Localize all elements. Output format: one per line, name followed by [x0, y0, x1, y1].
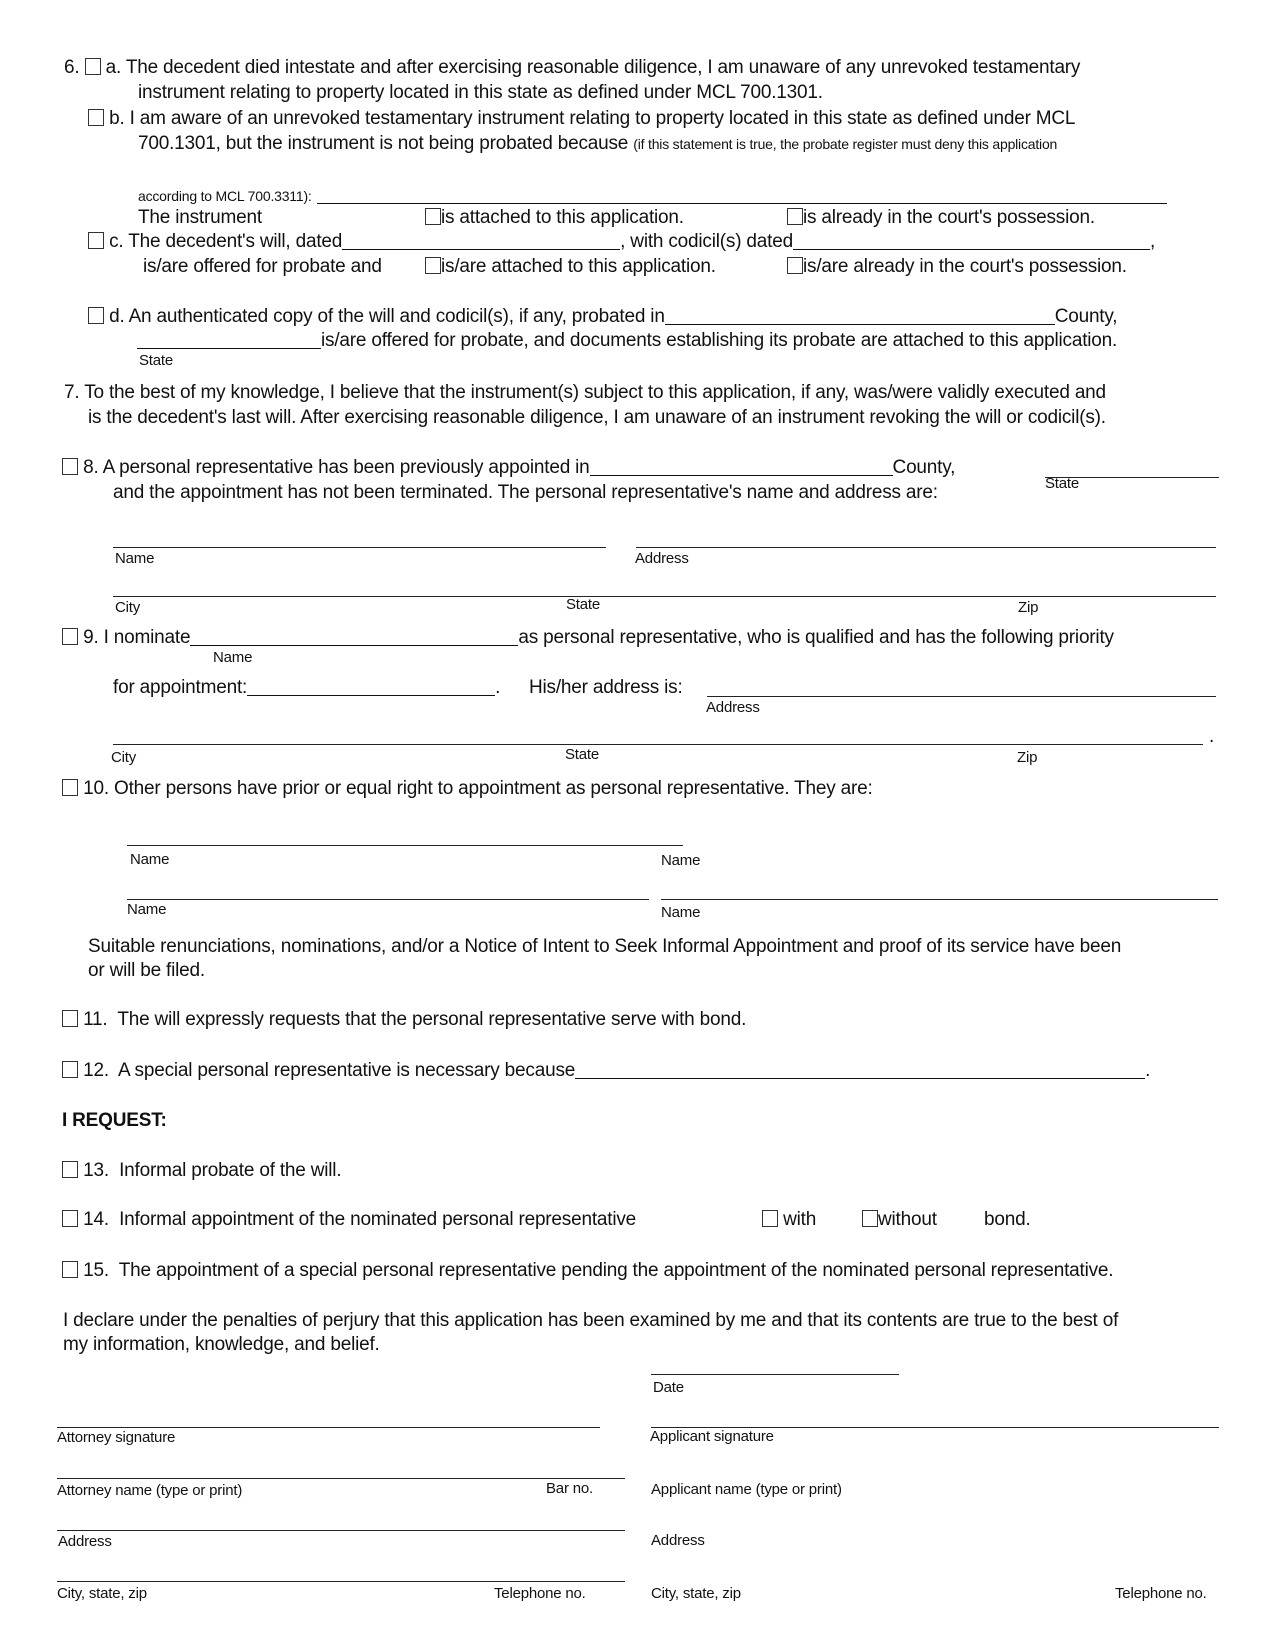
instrument-attached: [425, 207, 684, 229]
item-6c-offered: is/are offered for probate and: [143, 256, 382, 277]
probated-state-field[interactable]: [137, 330, 321, 349]
text: The will expressly requests that the personal representative serve with bond.: [117, 1009, 747, 1030]
checkbox-6b[interactable]: [88, 109, 104, 126]
text: I am aware of an unrevoked testamentary instrument relating to property located in this state as defined under MCL: [129, 108, 1076, 129]
city-label: City: [111, 749, 137, 766]
item-6b-line2: [138, 133, 1057, 155]
attorney-name-label: Attorney name (type or print): [57, 1482, 243, 1499]
applicant-signature-label: Applicant signature: [650, 1428, 774, 1445]
date-label: Date: [653, 1379, 684, 1396]
checkbox-6c[interactable]: [88, 232, 104, 249]
text: Other persons have prior or equal right to appointment as personal representative. They are:: [114, 778, 873, 799]
zip-label: Zip: [1017, 749, 1038, 766]
attorney-signature-label: Attorney signature: [57, 1429, 176, 1446]
text: , with codicil(s) dated: [620, 231, 793, 252]
attorney-city-state-zip-field[interactable]: [57, 1581, 625, 1582]
item-6d: [88, 306, 1117, 328]
codicil-date-field[interactable]: [793, 231, 1150, 250]
text: according to MCL 700.3311):: [138, 188, 312, 204]
address-is-label: His/her address is:: [529, 677, 683, 698]
text: is already in the court's possession.: [803, 207, 1095, 228]
zip-label: Zip: [1018, 599, 1039, 616]
suitable-renunciations-text: Suitable renunciations, nominations, and/or a Notice of Intent to Seek Informal Appointment and proof of its service have been: [88, 936, 1122, 957]
checkbox-instrument-possession[interactable]: [787, 208, 803, 225]
special-reason-field[interactable]: [575, 1060, 1145, 1079]
text: Informal probate of the will.: [119, 1160, 342, 1181]
address-label: Address: [706, 699, 760, 716]
will-attached: [425, 256, 716, 278]
item-14: [62, 1209, 636, 1231]
checkbox-without-bond[interactable]: [862, 1210, 878, 1227]
item-12: [62, 1060, 1150, 1082]
text: as personal representative, who is qualified and has the following priority: [518, 627, 1114, 648]
checkbox-6d[interactable]: [88, 307, 104, 324]
suitable-renunciations-text-2: or will be filed.: [88, 960, 205, 981]
checkbox-15[interactable]: [62, 1261, 78, 1278]
other-person-name-field[interactable]: [661, 899, 1218, 900]
item-15: [62, 1260, 1113, 1282]
applicant-telephone-label: Telephone no.: [1115, 1585, 1207, 1602]
applicant-city-label: City, state, zip: [651, 1585, 741, 1602]
checkbox-instrument-attached[interactable]: [425, 208, 441, 225]
item-number: 12.: [83, 1060, 109, 1081]
item-6b-line3: [138, 185, 1167, 207]
state-label: State: [565, 746, 600, 763]
name-label: Name: [130, 851, 170, 868]
item-8: [62, 457, 955, 479]
text: A personal representative has been previously appointed in: [102, 457, 590, 478]
state-label: State: [1045, 475, 1080, 492]
item-number: 11.: [83, 1009, 108, 1030]
item-9: [62, 627, 1114, 649]
attorney-city-label: City, state, zip: [57, 1585, 147, 1602]
item-6c: [88, 231, 1155, 253]
item-10: [62, 778, 873, 800]
item-7: [64, 382, 1106, 404]
with-bond: [762, 1209, 816, 1231]
item-8-line2: and the appointment has not been terminated. The personal representative's name and address are:: [113, 482, 938, 503]
bond-label: bond.: [984, 1209, 1031, 1230]
item-13: [62, 1160, 341, 1182]
item-9-appointment: [113, 677, 500, 699]
text: A special personal representative is necessary because: [118, 1060, 576, 1081]
address-label: Address: [635, 550, 689, 567]
checkbox-8[interactable]: [62, 458, 78, 475]
item-6a: [64, 57, 1080, 79]
checkbox-6a[interactable]: [85, 58, 101, 75]
date-field[interactable]: [651, 1374, 899, 1375]
text: .: [1145, 1060, 1151, 1081]
city-label: City: [115, 599, 141, 616]
attorney-address-label: Address: [58, 1533, 112, 1550]
item-number: 14.: [83, 1209, 109, 1230]
text: The appointment of a special personal representative pending the appointment of the nominated personal representative.: [118, 1260, 1114, 1281]
item-number: 6.: [64, 57, 80, 78]
text: An authenticated copy of the will and codicil(s), if any, probated in: [128, 306, 665, 327]
text: County,: [1054, 306, 1118, 327]
text: is attached to this application.: [441, 207, 684, 228]
item-number: 8.: [83, 457, 99, 478]
checkbox-will-attached[interactable]: [425, 257, 441, 274]
priority-field[interactable]: [247, 677, 495, 696]
pr-address-field[interactable]: [636, 547, 1216, 548]
name-label: Name: [661, 904, 701, 921]
attorney-telephone-label: Telephone no.: [494, 1585, 586, 1602]
checkbox-will-possession[interactable]: [787, 257, 803, 274]
nominee-address-field[interactable]: [707, 696, 1216, 697]
name-label: Name: [661, 852, 701, 869]
text: 700.1301, but the instrument is not being probated because: [138, 133, 629, 154]
item-6b: [88, 108, 1075, 130]
text: I nominate: [103, 627, 191, 648]
text: without: [878, 1209, 937, 1230]
letter: c.: [109, 231, 124, 252]
name-label: Name: [127, 901, 167, 918]
item-number: 9.: [83, 627, 99, 648]
checkbox-11[interactable]: [62, 1010, 78, 1027]
name-label: Name: [213, 649, 253, 666]
reason-field[interactable]: [317, 185, 1167, 204]
item-number: 15.: [83, 1260, 109, 1281]
text: .: [495, 677, 501, 698]
text: Informal appointment of the nominated personal representative: [119, 1209, 637, 1230]
text: is/are offered for probate, and documents establishing its probate are attached to this application.: [321, 330, 1118, 351]
letter: b.: [109, 108, 125, 129]
nominee-name-field[interactable]: [190, 627, 518, 646]
item-number: 10.: [83, 778, 109, 799]
will-possession: [787, 256, 1127, 278]
item-11: [62, 1009, 746, 1031]
appointed-county-field[interactable]: [590, 457, 893, 476]
declaration-text-2: my information, knowledge, and belief.: [63, 1334, 380, 1355]
text: ,: [1149, 231, 1156, 252]
pr-name-field[interactable]: [113, 547, 606, 548]
checkbox-12[interactable]: [62, 1061, 78, 1078]
attorney-name-field[interactable]: [57, 1478, 625, 1479]
item-number: 7.: [64, 382, 80, 403]
letter: a.: [105, 57, 122, 78]
name-label: Name: [115, 550, 155, 567]
checkbox-14[interactable]: [62, 1210, 78, 1227]
pr-city-state-zip-field[interactable]: [113, 596, 1216, 597]
probated-county-field[interactable]: [665, 306, 1055, 325]
instrument-label: The instrument: [138, 207, 262, 228]
text: with: [783, 1209, 817, 1230]
other-person-name-field[interactable]: [127, 899, 649, 900]
period: .: [1209, 726, 1215, 747]
text: The decedent died intestate and after exercising reasonable diligence, I am unaware of any unrevoked testamentary: [125, 57, 1081, 78]
item-6d-line2: [137, 330, 1117, 352]
item-7-line2: is the decedent's last will. After exercising reasonable diligence, I am unaware of an instrument revoking the will or codicil(s).: [88, 407, 1106, 428]
letter: d.: [109, 306, 125, 327]
text: County,: [892, 457, 956, 478]
without-bond: [862, 1209, 937, 1231]
checkbox-with-bond[interactable]: [762, 1210, 778, 1227]
note: (if this statement is true, the probate register must deny this application: [633, 136, 1058, 152]
text: for appointment:: [113, 677, 248, 698]
text: To the best of my knowledge, I believe that the instrument(s) subject to this application, if any, was/were validly executed and: [84, 382, 1106, 403]
text: is/are attached to this application.: [441, 256, 716, 277]
other-person-name-field[interactable]: [127, 845, 683, 846]
text: is/are already in the court's possession.: [803, 256, 1127, 277]
instrument-possession: [787, 207, 1095, 229]
state-label: State: [566, 596, 601, 613]
item-6a-line2: instrument relating to property located in this state as defined under MCL 700.1301.: [138, 82, 823, 103]
will-date-field[interactable]: [342, 231, 620, 250]
bar-no-label: Bar no.: [546, 1480, 593, 1497]
declaration-text: I declare under the penalties of perjury that this application has been examined by me and that its contents are true to the best of: [63, 1310, 1119, 1331]
checkbox-13[interactable]: [62, 1161, 78, 1178]
attorney-signature-field[interactable]: [57, 1427, 600, 1428]
applicant-name-label: Applicant name (type or print): [651, 1481, 842, 1498]
applicant-address-label: Address: [651, 1532, 705, 1549]
attorney-address-field[interactable]: [57, 1530, 625, 1531]
item-number: 13.: [83, 1160, 109, 1181]
text: The decedent's will, dated: [128, 231, 343, 252]
state-label: State: [139, 352, 174, 369]
nominee-city-state-zip-field[interactable]: [113, 744, 1203, 745]
request-heading: I REQUEST:: [62, 1110, 167, 1131]
checkbox-9[interactable]: [62, 628, 78, 645]
checkbox-10[interactable]: [62, 779, 78, 796]
